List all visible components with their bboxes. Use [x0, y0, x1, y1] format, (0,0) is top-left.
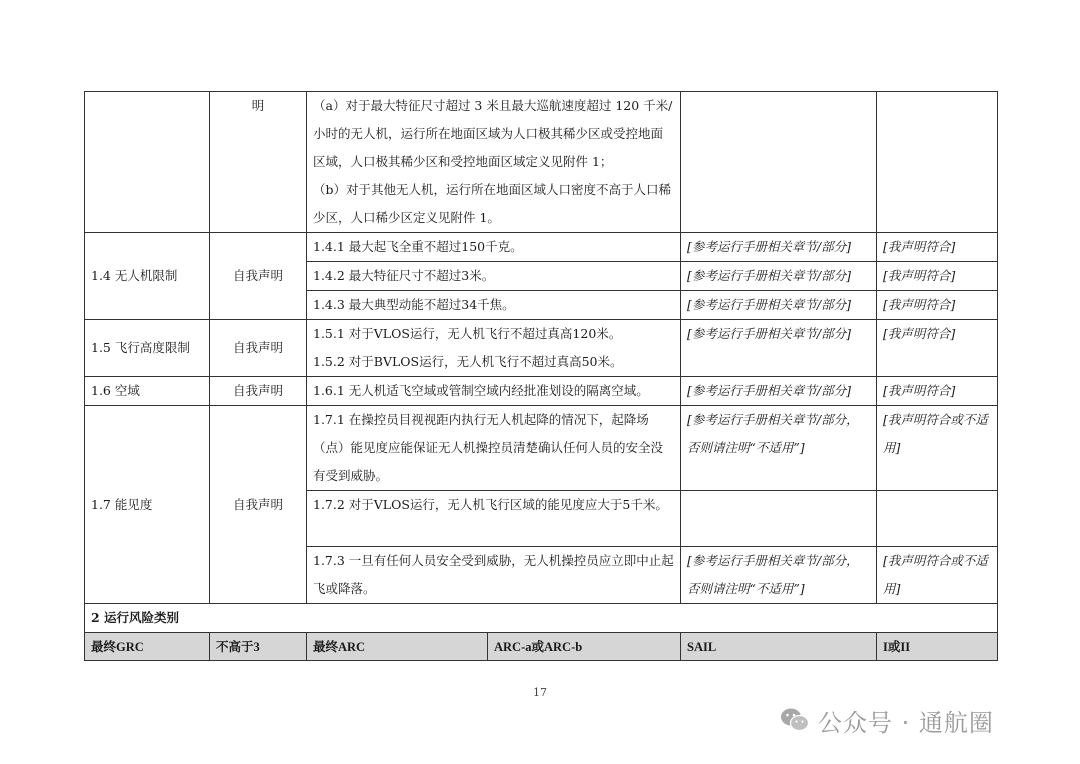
requirements-table	[84, 91, 998, 661]
method-cell: 自我声明	[210, 406, 307, 604]
cell-empty	[85, 92, 210, 233]
requirement-line: 1.5.1 对于VLOS运行，无人机飞行不超过真高120米。	[313, 326, 622, 341]
table-row	[85, 233, 998, 262]
requirement-cell: 1.4.3 最大典型动能不超过34千焦。	[307, 291, 681, 320]
sail-label: SAIL	[681, 633, 877, 661]
declaration-cell	[877, 92, 998, 233]
section-heading-row	[85, 604, 998, 633]
wechat-icon	[780, 707, 810, 733]
table-row	[85, 377, 998, 406]
method-cell: 自我声明	[210, 233, 307, 320]
risk-category-row	[85, 633, 998, 661]
row-label: 1.6 空域	[85, 377, 210, 406]
requirement-para-b: （b）对于其他无人机，运行所在地面区域人口密度不高于人口稀少区，人口稀少区定义见附件 1。	[313, 182, 672, 225]
requirement-cell: 1.6.1 无人机适飞空域或管制空域内经批准划设的隔离空域。	[307, 377, 681, 406]
method-cell: 自我声明	[210, 320, 307, 377]
requirement-cell: 1.4.2 最大特征尺寸不超过3米。	[307, 262, 681, 291]
requirement-cell	[307, 92, 681, 233]
sail-value: I或II	[877, 633, 998, 661]
reference-cell: [参考运行手册相关章节/部分]	[681, 233, 877, 262]
declaration-cell: [我声明符合或不适用]	[877, 547, 998, 604]
requirement-cell: 1.7.1 在操控员目视视距内执行无人机起降的情况下，起降场（点）能见度应能保证无人机操控员清楚确认任何人员的安全没有受到威胁。	[307, 406, 681, 491]
reference-cell: [参考运行手册相关章节/部分]	[681, 262, 877, 291]
method-cell: 明	[210, 92, 307, 233]
declaration-cell: [我声明符合]	[877, 262, 998, 291]
declaration-cell: [我声明符合]	[877, 291, 998, 320]
reference-cell	[681, 491, 877, 547]
row-label: 1.4 无人机限制	[85, 233, 210, 320]
grc-value: 不高于3	[210, 633, 307, 661]
reference-cell	[681, 92, 877, 233]
row-label: 1.7 能见度	[85, 406, 210, 604]
reference-cell: [参考运行手册相关章节/部分]	[681, 320, 877, 377]
grc-label: 最终GRC	[85, 633, 210, 661]
watermark-text: 公众号 · 通航圈	[818, 708, 994, 737]
requirement-line: 1.5.2 对于BVLOS运行，无人机飞行不超过真高50米。	[313, 354, 623, 369]
reference-cell: [参考运行手册相关章节/部分]	[681, 377, 877, 406]
page-number: 17	[533, 686, 547, 699]
arc-value: ARC-a或ARC-b	[488, 633, 681, 661]
declaration-cell	[877, 491, 998, 547]
arc-label: 最终ARC	[307, 633, 488, 661]
reference-cell: [参考运行手册相关章节/部分，否则请注明“不适用”]	[681, 547, 877, 604]
table-row-continued	[85, 92, 998, 233]
table-row	[85, 320, 998, 377]
table-row	[85, 406, 998, 491]
reference-cell: [参考运行手册相关章节/部分，否则请注明“不适用”]	[681, 406, 877, 491]
watermark	[780, 700, 994, 740]
requirement-para-a: （a）对于最大特征尺寸超过 3 米且最大巡航速度超过 120 千米/小时的无人机，运行所在地面区域为人口极其稀少区或受控地面区域，人口极其稀少区和受控地面区域定义见附件 1；	[313, 98, 673, 169]
requirement-cell: 1.7.2 对于VLOS运行，无人机飞行区域的能见度应大于5千米。	[307, 491, 681, 547]
method-cell: 自我声明	[210, 377, 307, 406]
declaration-cell: [我声明符合]	[877, 377, 998, 406]
row-label: 1.5 飞行高度限制	[85, 320, 210, 377]
declaration-cell: [我声明符合]	[877, 233, 998, 262]
declaration-cell: [我声明符合或不适用]	[877, 406, 998, 491]
reference-cell: [参考运行手册相关章节/部分]	[681, 291, 877, 320]
requirement-cell	[307, 320, 681, 377]
section-title: 2 运行风险类别	[85, 604, 998, 633]
declaration-cell: [我声明符合]	[877, 320, 998, 377]
requirement-cell: 1.7.3 一旦有任何人员安全受到威胁，无人机操控员应立即中止起飞或降落。	[307, 547, 681, 604]
requirement-cell: 1.4.1 最大起飞全重不超过150千克。	[307, 233, 681, 262]
